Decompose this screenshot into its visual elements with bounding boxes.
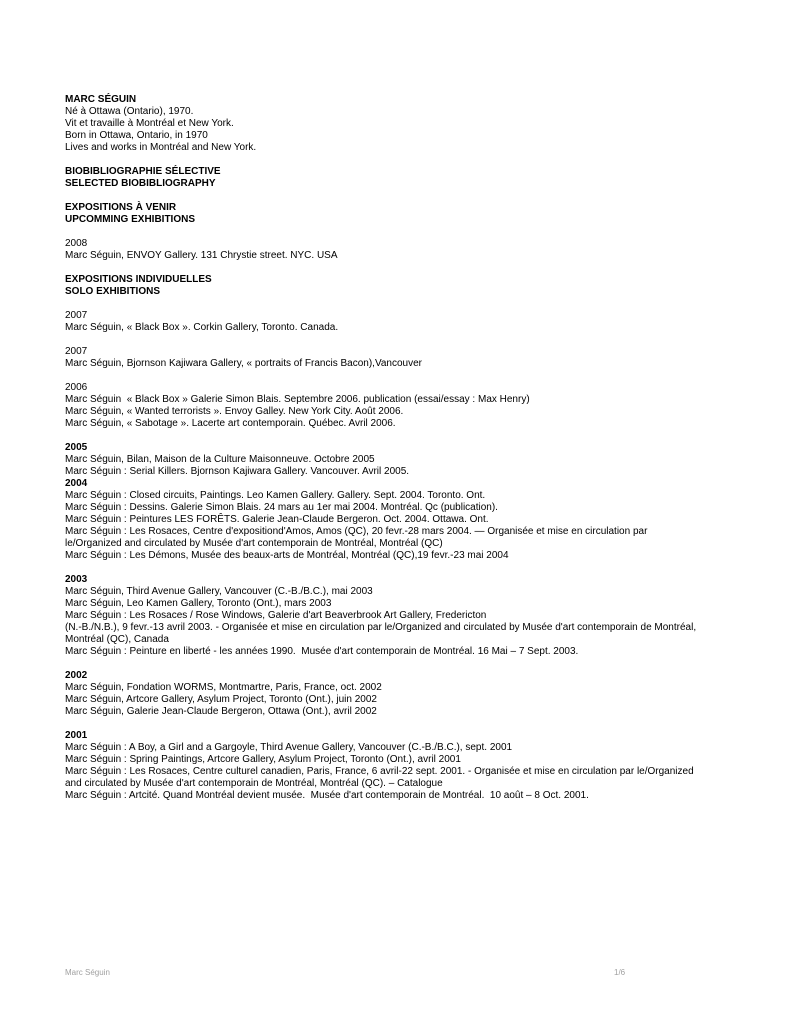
section-spacer [65,298,745,310]
text-line: (N.-B./N.B.), 9 fevr.-13 avril 2003. - Organisée et mise en circulation par le/Organized and circulated by Musée d'art contemporain de Montréal, [65,622,697,633]
text-line: Marc Séguin : Spring Paintings, Artcore Gallery, Asylum Project, Toronto (Ont.), avril 2001 [65,754,461,765]
document-section [65,274,745,298]
text-line: Marc Séguin, Bilan, Maison de la Culture Maisonneuve. Octobre 2005 [65,454,375,465]
document-section [65,382,745,430]
section-heading: SELECTED BIOBIBLIOGRAPHY [65,178,216,189]
text-line: Marc Séguin : Les Rosaces / Rose Windows, Galerie d'art Beaverbrook Art Gallery, Fredericton [65,610,487,621]
text-line: Born in Ottawa, Ontario, in 1970 [65,130,208,141]
document-section [65,670,745,718]
section-heading: BIOBIBLIOGRAPHIE SÉLECTIVE [65,166,221,177]
text-line: Marc Séguin, « Black Box ». Corkin Gallery, Toronto. Canada. [65,322,339,333]
section-heading: 2001 [65,730,88,741]
section-heading: UPCOMMING EXHIBITIONS [65,214,196,225]
text-line: le/Organized and circulated by Musée d'art contemporain de Montréal, Montréal (QC) [65,538,443,549]
document-body [65,94,745,802]
text-line: Né à Ottawa (Ontario), 1970. [65,106,194,117]
text-line: Marc Séguin, ENVOY Gallery. 131 Chrystie street. NYC. USA [65,250,338,261]
text-line: Marc Séguin « Black Box » Galerie Simon Blais. Septembre 2006. publication (essai/essay : Max Henry) [65,394,530,405]
section-heading: MARC SÉGUIN [65,94,137,105]
text-line: Marc Séguin, Leo Kamen Gallery, Toronto (Ont.), mars 2003 [65,598,332,609]
document-section [65,346,745,370]
section-heading: 2002 [65,670,88,681]
text-line: Marc Séguin : Dessins. Galerie Simon Blais. 24 mars au 1er mai 2004. Montréal. Qc (publication). [65,502,498,513]
section-spacer [65,658,745,670]
document-section [65,574,745,658]
section-spacer [65,154,745,166]
document-section [65,442,745,562]
text-line: Montréal (QC), Canada [65,634,169,645]
document-section [65,238,745,262]
section-heading: SOLO EXHIBITIONS [65,286,161,297]
text-line: Marc Séguin : Artcité. Quand Montréal devient musée. Musée d'art contemporain de Montréal. 10 août – 8 Oct. 2001. [65,790,589,801]
section-spacer [65,226,745,238]
text-line: Marc Séguin : Serial Killers. Bjornson Kajiwara Gallery. Vancouver. Avril 2005. [65,466,410,477]
text-line: 2007 [65,346,88,357]
text-line: Marc Séguin : Les Rosaces, Centre culturel canadien, Paris, France, 6 avril-22 sept. 2001. - Organisée et mise en circulation par le/Organized [65,766,694,777]
text-line: Lives and works in Montréal and New York. [65,142,257,153]
section-spacer [65,430,745,442]
text-line: Marc Séguin, Fondation WORMS, Montmartre, Paris, France, oct. 2002 [65,682,382,693]
footer-author: Marc Séguin [65,968,110,977]
text-line: Marc Séguin : Les Démons, Musée des beaux-arts de Montréal, Montréal (QC),19 fevr.-23 mai 2004 [65,550,509,561]
section-heading: 2004 [65,478,88,489]
text-line: Marc Séguin : Peinture en liberté - les années 1990. Musée d'art contemporain de Montréal. 16 Mai – 7 Sept. 2003. [65,646,579,657]
text-line: 2006 [65,382,88,393]
text-line: and circulated by Musée d'art contemporain de Montréal, Montréal (QC). – Catalogue [65,778,443,789]
text-line: Marc Séguin : Closed circuits, Paintings. Leo Kamen Gallery. Gallery. Sept. 2004. Toronto. Ont. [65,490,486,501]
document-section [65,166,745,190]
document-section [65,202,745,226]
section-heading: 2003 [65,574,88,585]
section-spacer [65,190,745,202]
text-line: Marc Séguin, Third Avenue Gallery, Vancouver (C.-B./B.C.), mai 2003 [65,586,373,597]
text-line: Marc Séguin, Artcore Gallery, Asylum Project, Toronto (Ont.), juin 2002 [65,694,377,705]
text-line: Marc Séguin : A Boy, a Girl and a Gargoyle, Third Avenue Gallery, Vancouver (C.-B./B.C.), sept. 2001 [65,742,513,753]
text-line: 2007 [65,310,88,321]
section-spacer [65,262,745,274]
section-spacer [65,370,745,382]
document-section [65,94,745,154]
text-line: Marc Séguin, Galerie Jean-Claude Bergeron, Ottawa (Ont.), avril 2002 [65,706,377,717]
section-heading: EXPOSITIONS À VENIR [65,202,177,213]
document-section [65,310,745,334]
text-line: Marc Séguin, « Wanted terrorists ». Envoy Galley. New York City. Août 2006. [65,406,404,417]
section-heading: 2005 [65,442,88,453]
section-spacer [65,334,745,346]
section-heading: EXPOSITIONS INDIVIDUELLES [65,274,212,285]
footer-page-number: 1/6 [614,968,626,977]
section-spacer [65,562,745,574]
text-line: Marc Séguin : Peintures LES FORÊTS. Galerie Jean-Claude Bergeron. Oct. 2004. Ottawa. Ont. [65,514,489,525]
document-section [65,730,745,802]
text-line: Vit et travaille à Montréal et New York. [65,118,234,129]
text-line: Marc Séguin : Les Rosaces, Centre d'expositiond'Amos, Amos (QC), 20 fevr.-28 mars 2004. — Organisée et mise en circulation par [65,526,648,537]
text-line: Marc Séguin, « Sabotage ». Lacerte art contemporain. Québec. Avril 2006. [65,418,396,429]
text-line: 2008 [65,238,88,249]
section-spacer [65,718,745,730]
text-line: Marc Séguin, Bjornson Kajiwara Gallery, « portraits of Francis Bacon),Vancouver [65,358,423,369]
